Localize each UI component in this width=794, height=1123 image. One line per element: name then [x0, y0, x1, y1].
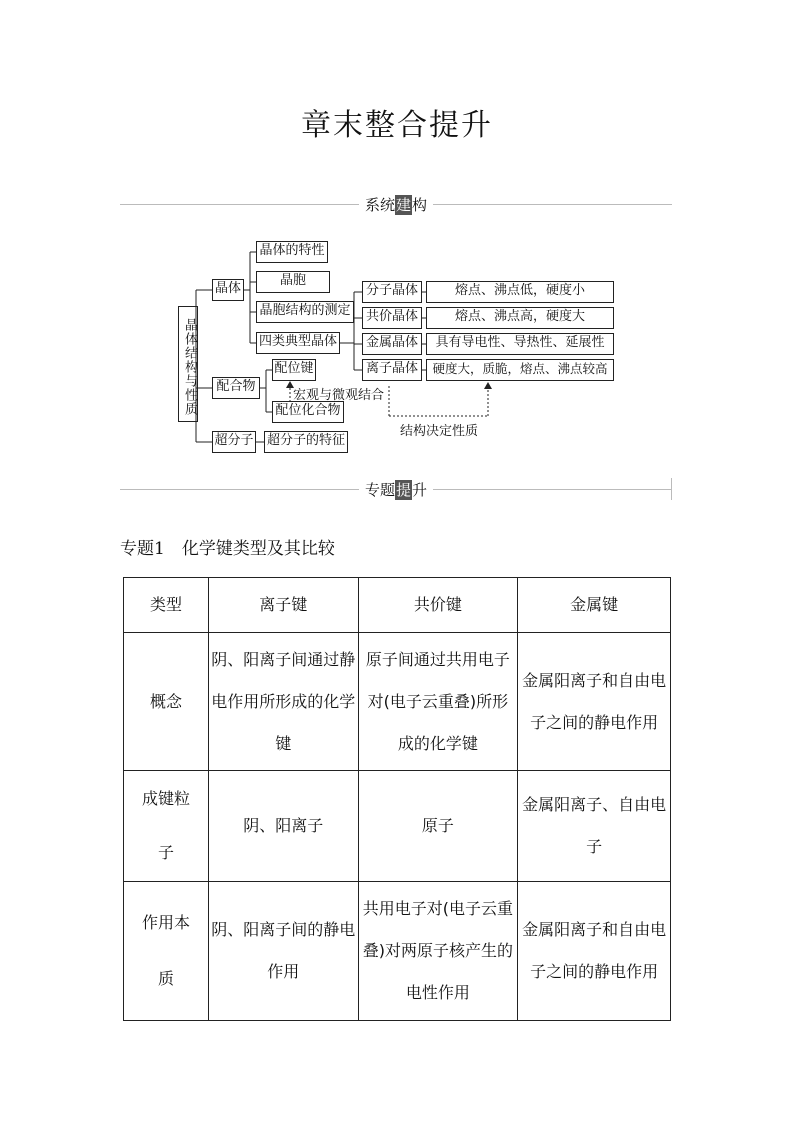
row-label: 成键粒子: [124, 771, 209, 882]
table-row: [124, 771, 671, 882]
table-cell: 阴、阳离子: [208, 771, 358, 882]
banner-char: 构: [412, 196, 428, 214]
table-cell: 阴、阳离子间的静电作用: [208, 882, 358, 1021]
diagram-complex-item: 配位键: [272, 359, 316, 381]
bond-comparison-table: [123, 577, 671, 1021]
diagram-property: 硬度大，质脆，熔点、沸点较高: [426, 359, 614, 381]
page-title: 章末整合提升: [301, 108, 493, 143]
table-cell: 阴、阳离子间通过静电作用所形成的化学键: [208, 633, 358, 771]
table-cell: 金属阳离子、自由电子: [518, 771, 671, 882]
banner-char: 提: [396, 481, 412, 499]
diagram-property: 熔点、沸点高，硬度大: [426, 307, 614, 329]
table-header: 类型: [124, 578, 209, 633]
banner-char: 专: [364, 481, 380, 499]
table-header-row: [124, 578, 671, 633]
banner-char: 升: [412, 481, 428, 499]
diagram-crystal-type: 离子晶体: [362, 359, 422, 381]
table-header: 离子键: [208, 578, 358, 633]
diagram-annotation-macro-micro: 宏观与微观结合: [293, 388, 385, 403]
section-banner-topic: [120, 480, 672, 500]
diagram-supra-item: 超分子的特征: [264, 431, 348, 453]
banner-char: 系: [364, 196, 380, 214]
diagram-crystal-type: 分子晶体: [362, 281, 422, 303]
diagram-supramolecule-node: 超分子: [212, 431, 256, 453]
diagram-crystal-item: 晶胞: [256, 271, 330, 293]
section-title: 专题1 化学键类型及其比较: [120, 539, 335, 559]
table-cell: 金属阳离子和自由电子之间的静电作用: [518, 633, 671, 771]
row-label: 作用本质: [124, 882, 209, 1021]
table-cell: 金属阳离子和自由电子之间的静电作用: [518, 882, 671, 1021]
diagram-crystal-item: 四类典型晶体: [256, 332, 340, 354]
diagram-crystal-node: 晶体: [212, 279, 244, 301]
diagram-crystal-type: 共价晶体: [362, 307, 422, 329]
diagram-complex-node: 配合物: [212, 377, 260, 399]
table-cell: 原子: [358, 771, 518, 882]
banner-char: 统: [379, 196, 395, 214]
diagram-crystal-item: 晶胞结构的测定: [256, 301, 354, 323]
diagram-annotation-structure-property: 结构决定性质: [400, 424, 479, 439]
diagram-complex-item: 配位化合物: [272, 401, 344, 423]
diagram-crystal-type: 金属晶体: [362, 333, 422, 355]
banner-char: 建: [396, 196, 412, 214]
table-cell: 共用电子对(电子云重叠)对两原子核产生的电性作用: [358, 882, 518, 1021]
diagram-property: 熔点、沸点低，硬度小: [426, 281, 614, 303]
diagram-root-node: 晶体结构与性质: [178, 306, 198, 422]
table-row: [124, 882, 671, 1021]
table-header: 金属键: [518, 578, 671, 633]
table-cell: 原子间通过共用电子对(电子云重叠)所形成的化学键: [358, 633, 518, 771]
diagram-property: 具有导电性、导热性、延展性: [426, 333, 614, 355]
table-header: 共价键: [358, 578, 518, 633]
banner-char: 题: [379, 481, 395, 499]
table-row: [124, 633, 671, 771]
diagram-crystal-item: 晶体的特性: [256, 241, 328, 263]
row-label: 概念: [124, 633, 209, 771]
